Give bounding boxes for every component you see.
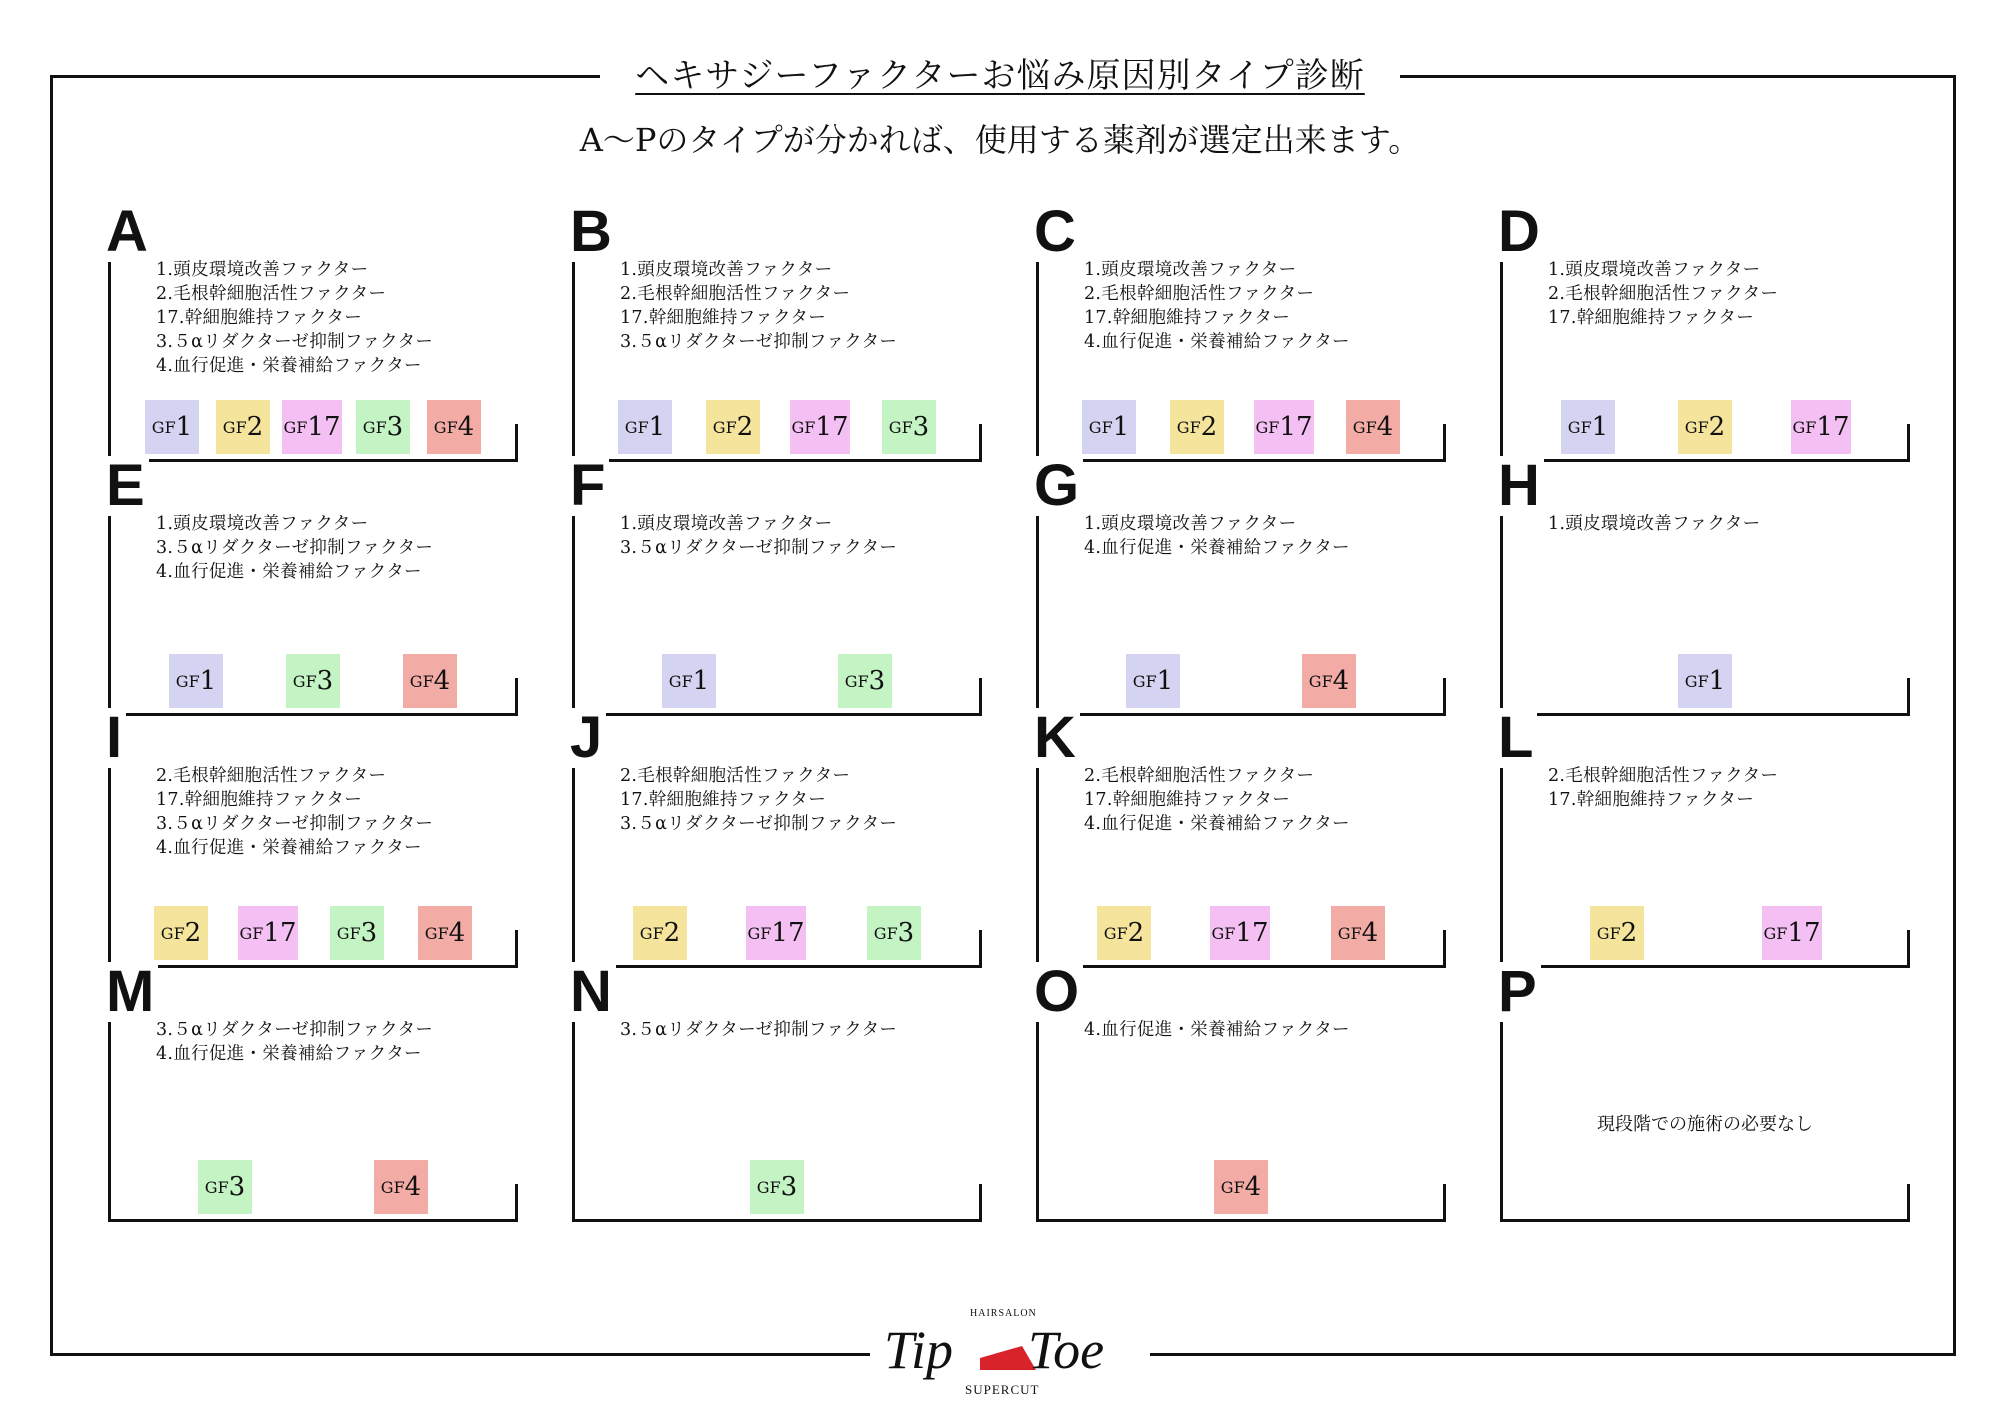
title-container [600, 48, 1400, 104]
factor-item: 3.５αリダクターゼ抑制ファクター [620, 1020, 898, 1040]
gf-badge-number: 3 [386, 412, 404, 442]
gf-badge-gf1 [145, 400, 199, 454]
factor-item: 4.血行促進・栄養補給ファクター [1084, 814, 1350, 834]
factor-list [1084, 764, 1350, 836]
gf-badge-number: 1 [648, 412, 666, 442]
factor-list [1084, 258, 1350, 354]
gf-badge-gf4 [1214, 1160, 1268, 1214]
gf-badge-prefix: GF [844, 671, 869, 691]
type-letter: C [1034, 202, 1080, 262]
gf-badge-number: 3 [228, 1172, 246, 1202]
factor-item: 1.頭皮環境改善ファクター [1084, 260, 1297, 280]
factor-item: 1.頭皮環境改善ファクター [1548, 260, 1761, 280]
svg-text:Tip: Tip [884, 1320, 954, 1380]
type-card-o [1034, 959, 1446, 1222]
gf-badge-number: 3 [780, 1172, 798, 1202]
gf-badge-number: 2 [1708, 412, 1726, 442]
gf-badge-prefix: GF [1308, 671, 1333, 691]
factor-list [1548, 512, 1760, 536]
type-letter: P [1498, 962, 1541, 1022]
gf-badge-number: 17 [1279, 412, 1313, 442]
gf-badge-number: 17 [771, 918, 805, 948]
gf-badge-gf17 [282, 400, 342, 454]
gf-badge-gf3 [330, 906, 384, 960]
gf-badge-gf2 [1678, 400, 1732, 454]
gf-badge-gf4 [427, 400, 481, 454]
factor-item: 3.５αリダクターゼ抑制ファクター [620, 332, 898, 352]
type-card-n [570, 959, 982, 1222]
factor-item: 17.幹細胞維持ファクター [620, 308, 827, 328]
gf-badge-row [108, 1160, 518, 1214]
gf-badge-gf2 [706, 400, 760, 454]
gf-badge-number: 17 [1816, 412, 1850, 442]
factor-item: 2.毛根幹細胞活性ファクター [156, 284, 387, 304]
gf-badge-row [1036, 400, 1446, 454]
factor-item: 1.頭皮環境改善ファクター [620, 260, 833, 280]
type-card-b [570, 199, 982, 462]
gf-badge-prefix: GF [292, 671, 317, 691]
gf-badge-gf3 [198, 1160, 252, 1214]
type-card-l [1498, 705, 1910, 968]
gf-badge-row [572, 1160, 982, 1214]
gf-badge-prefix: GF [639, 923, 664, 943]
type-card-g [1034, 453, 1446, 716]
factor-item: 3.５αリダクターゼ抑制ファクター [156, 538, 434, 558]
gf-badge-gf1 [1082, 400, 1136, 454]
factor-item: 1.頭皮環境改善ファクター [620, 514, 833, 534]
factor-item: 3.５αリダクターゼ抑制ファクター [156, 814, 434, 834]
gf-badge-row [108, 400, 518, 454]
gf-badge-row [108, 654, 518, 708]
factor-list [1084, 1018, 1350, 1042]
gf-badge-gf1 [1126, 654, 1180, 708]
gf-badge-gf3 [882, 400, 936, 454]
gf-badge-gf4 [418, 906, 472, 960]
logo-bottom-text: SUPERCUT [965, 1382, 1040, 1397]
gf-badge-prefix: GF [433, 417, 458, 437]
factor-item: 17.幹細胞維持ファクター [1084, 790, 1291, 810]
gf-badge-gf17 [1254, 400, 1314, 454]
type-letter: D [1498, 202, 1544, 262]
type-letter: A [106, 202, 152, 262]
gf-badge-number: 3 [316, 666, 334, 696]
factor-item: 4.血行促進・栄養補給ファクター [156, 1044, 422, 1064]
gf-badge-prefix: GF [747, 923, 772, 943]
factor-item: 3.５αリダクターゼ抑制ファクター [620, 814, 898, 834]
gf-badge-number: 1 [1708, 666, 1726, 696]
gf-badge-prefix: GF [160, 923, 185, 943]
page-title: ヘキサジーファクターお悩み原因別タイプ診断 [635, 56, 1365, 96]
gf-badge-row [1500, 906, 1910, 960]
gf-badge-number: 1 [199, 666, 217, 696]
gf-badge-prefix: GF [624, 417, 649, 437]
gf-badge-prefix: GF [1132, 671, 1157, 691]
gf-badge-prefix: GF [1684, 417, 1709, 437]
gf-badge-prefix: GF [1211, 923, 1236, 943]
factor-item: 1.頭皮環境改善ファクター [156, 260, 369, 280]
gf-badge-prefix: GF [791, 417, 816, 437]
gf-badge-prefix: GF [409, 671, 434, 691]
factor-item: 3.５αリダクターゼ抑制ファクター [156, 332, 434, 352]
gf-badge-prefix: GF [424, 923, 449, 943]
type-card-m [106, 959, 518, 1222]
type-letter: O [1034, 962, 1083, 1022]
gf-badge-prefix: GF [1792, 417, 1817, 437]
gf-badge-number: 2 [184, 918, 202, 948]
gf-badge-gf17 [238, 906, 298, 960]
type-letter: H [1498, 456, 1544, 516]
gf-badge-row [1500, 400, 1910, 454]
gf-badge-row [1036, 906, 1446, 960]
card-bracket-tick [1907, 1184, 1910, 1222]
type-letter: J [570, 708, 606, 768]
gf-badge-prefix: GF [888, 417, 913, 437]
factor-item: 4.血行促進・栄養補給ファクター [1084, 332, 1350, 352]
card-note: 現段階での施術の必要なし [1597, 1114, 1813, 1135]
factor-list [620, 1018, 897, 1042]
gf-badge-gf2 [1170, 400, 1224, 454]
gf-badge-prefix: GF [873, 923, 898, 943]
type-card-a [106, 199, 518, 462]
type-letter: L [1498, 708, 1537, 768]
gf-badge-gf2 [154, 906, 208, 960]
gf-badge-prefix: GF [239, 923, 264, 943]
svg-text:Toe: Toe [1028, 1320, 1105, 1380]
factor-item: 3.５αリダクターゼ抑制ファクター [620, 538, 898, 558]
gf-badge-number: 17 [307, 412, 341, 442]
gf-badge-number: 4 [457, 412, 475, 442]
type-letter: B [570, 202, 616, 262]
factor-item: 4.血行促進・栄養補給ファクター [1084, 538, 1350, 558]
gf-badge-number: 4 [1376, 412, 1394, 442]
factor-item: 1.頭皮環境改善ファクター [1548, 514, 1761, 534]
gf-badge-prefix: GF [222, 417, 247, 437]
gf-badge-prefix: GF [1684, 671, 1709, 691]
gf-badge-prefix: GF [283, 417, 308, 437]
gf-badge-gf1 [618, 400, 672, 454]
type-card-c [1034, 199, 1446, 462]
factor-item: 17.幹細胞維持ファクター [620, 790, 827, 810]
gf-badge-prefix: GF [1088, 417, 1113, 437]
logo-top-text: HAIRSALON [970, 1308, 1037, 1319]
factor-list [1548, 258, 1778, 330]
gf-badge-prefix: GF [1567, 417, 1592, 437]
gf-badge-prefix: GF [362, 417, 387, 437]
factor-list [156, 258, 433, 378]
factor-item: 2.毛根幹細胞活性ファクター [1548, 766, 1779, 786]
gf-badge-gf3 [838, 654, 892, 708]
gf-badge-gf17 [1762, 906, 1822, 960]
factor-item: 2.毛根幹細胞活性ファクター [1084, 766, 1315, 786]
factor-item: 17.幹細胞維持ファクター [1084, 308, 1291, 328]
type-letter: K [1034, 708, 1080, 768]
gf-badge-gf2 [216, 400, 270, 454]
type-card-p [1498, 959, 1910, 1222]
gf-badge-row [572, 654, 982, 708]
gf-badge-prefix: GF [380, 1177, 405, 1197]
factor-item: 1.頭皮環境改善ファクター [1084, 514, 1297, 534]
gf-badge-number: 3 [912, 412, 930, 442]
factor-item: 2.毛根幹細胞活性ファクター [1548, 284, 1779, 304]
gf-badge-number: 2 [1620, 918, 1638, 948]
gf-badge-number: 2 [246, 412, 264, 442]
gf-badge-number: 4 [1361, 918, 1379, 948]
gf-badge-gf1 [662, 654, 716, 708]
factor-list [156, 1018, 433, 1066]
type-letter: E [106, 456, 149, 516]
type-card-d [1498, 199, 1910, 462]
gf-badge-gf3 [356, 400, 410, 454]
salon-logo [870, 1300, 1150, 1400]
type-card-j [570, 705, 982, 968]
gf-badge-gf17 [746, 906, 806, 960]
gf-badge-prefix: GF [1220, 1177, 1245, 1197]
factor-item: 2.毛根幹細胞活性ファクター [156, 766, 387, 786]
type-letter: I [106, 708, 126, 768]
gf-badge-gf17 [790, 400, 850, 454]
gf-badge-gf2 [633, 906, 687, 960]
factor-item: 1.頭皮環境改善ファクター [156, 514, 369, 534]
type-letter: M [106, 962, 158, 1022]
gf-badge-gf2 [1097, 906, 1151, 960]
gf-badge-number: 3 [360, 918, 378, 948]
gf-badge-gf3 [867, 906, 921, 960]
gf-badge-number: 17 [1235, 918, 1269, 948]
gf-badge-gf4 [1302, 654, 1356, 708]
gf-badge-number: 4 [1244, 1172, 1262, 1202]
gf-badge-gf2 [1590, 906, 1644, 960]
factor-item: 3.５αリダクターゼ抑制ファクター [156, 1020, 434, 1040]
gf-badge-gf1 [1561, 400, 1615, 454]
factor-list [1084, 512, 1350, 560]
factor-list [620, 512, 897, 560]
gf-badge-row [572, 906, 982, 960]
gf-badge-number: 2 [663, 918, 681, 948]
gf-badge-gf3 [286, 654, 340, 708]
gf-badge-number: 17 [263, 918, 297, 948]
gf-badge-gf1 [1678, 654, 1732, 708]
factor-item: 2.毛根幹細胞活性ファクター [620, 284, 851, 304]
type-card-f [570, 453, 982, 716]
gf-badge-prefix: GF [1255, 417, 1280, 437]
gf-badge-number: 1 [175, 412, 193, 442]
gf-badge-prefix: GF [1176, 417, 1201, 437]
gf-badge-gf4 [1331, 906, 1385, 960]
gf-badge-prefix: GF [1103, 923, 1128, 943]
gf-badge-number: 2 [1127, 918, 1145, 948]
gf-badge-prefix: GF [756, 1177, 781, 1197]
factor-list [156, 512, 433, 584]
gf-badge-number: 17 [815, 412, 849, 442]
gf-badge-number: 1 [1591, 412, 1609, 442]
gf-badge-gf4 [374, 1160, 428, 1214]
gf-badge-prefix: GF [668, 671, 693, 691]
gf-badge-gf1 [169, 654, 223, 708]
gf-badge-prefix: GF [1337, 923, 1362, 943]
gf-badge-row [1036, 1160, 1446, 1214]
gf-badge-row [1500, 654, 1910, 708]
factor-item: 2.毛根幹細胞活性ファクター [1084, 284, 1315, 304]
gf-badge-prefix: GF [175, 671, 200, 691]
factor-item: 4.血行促進・栄養補給ファクター [156, 356, 422, 376]
factor-item: 2.毛根幹細胞活性ファクター [620, 766, 851, 786]
factor-item: 4.血行促進・栄養補給ファクター [1084, 1020, 1350, 1040]
gf-badge-gf4 [1346, 400, 1400, 454]
factor-item: 17.幹細胞維持ファクター [156, 308, 363, 328]
gf-badge-number: 4 [1332, 666, 1350, 696]
factor-list [620, 258, 897, 354]
gf-badge-prefix: GF [151, 417, 176, 437]
gf-badge-prefix: GF [1352, 417, 1377, 437]
type-card-h [1498, 453, 1910, 716]
page-subtitle: A〜Pのタイプが分かれば、使用する薬剤が選定出来ます。 [579, 121, 1421, 159]
type-card-k [1034, 705, 1446, 968]
gf-badge-gf17 [1791, 400, 1851, 454]
gf-badge-number: 1 [1156, 666, 1174, 696]
factor-item: 4.血行促進・栄養補給ファクター [156, 838, 422, 858]
card-bracket [1500, 992, 1910, 1222]
gf-badge-prefix: GF [1596, 923, 1621, 943]
gf-badge-prefix: GF [336, 923, 361, 943]
gf-badge-number: 2 [1200, 412, 1218, 442]
gf-badge-number: 1 [692, 666, 710, 696]
gf-badge-number: 2 [736, 412, 754, 442]
factor-item: 17.幹細胞維持ファクター [156, 790, 363, 810]
gf-badge-row [572, 400, 982, 454]
gf-badge-row [108, 906, 518, 960]
type-card-e [106, 453, 518, 716]
gf-badge-number: 4 [404, 1172, 422, 1202]
gf-badge-number: 4 [448, 918, 466, 948]
factor-item: 17.幹細胞維持ファクター [1548, 790, 1755, 810]
gf-badge-gf4 [403, 654, 457, 708]
factor-list [156, 764, 433, 860]
gf-badge-row [1036, 654, 1446, 708]
type-letter: F [570, 456, 609, 516]
gf-badge-number: 3 [897, 918, 915, 948]
type-card-i [106, 705, 518, 968]
gf-badge-prefix: GF [204, 1177, 229, 1197]
factor-item: 17.幹細胞維持ファクター [1548, 308, 1755, 328]
factor-list [620, 764, 897, 836]
factor-list [1548, 764, 1778, 812]
gf-badge-prefix: GF [712, 417, 737, 437]
gf-badge-number: 4 [433, 666, 451, 696]
type-letter: N [570, 962, 616, 1022]
gf-badge-gf3 [750, 1160, 804, 1214]
gf-badge-prefix: GF [1763, 923, 1788, 943]
type-letter: G [1034, 456, 1083, 516]
gf-badge-number: 1 [1112, 412, 1130, 442]
gf-badge-number: 3 [868, 666, 886, 696]
factor-item: 4.血行促進・栄養補給ファクター [156, 562, 422, 582]
gf-badge-number: 17 [1787, 918, 1821, 948]
gf-badge-gf17 [1210, 906, 1270, 960]
